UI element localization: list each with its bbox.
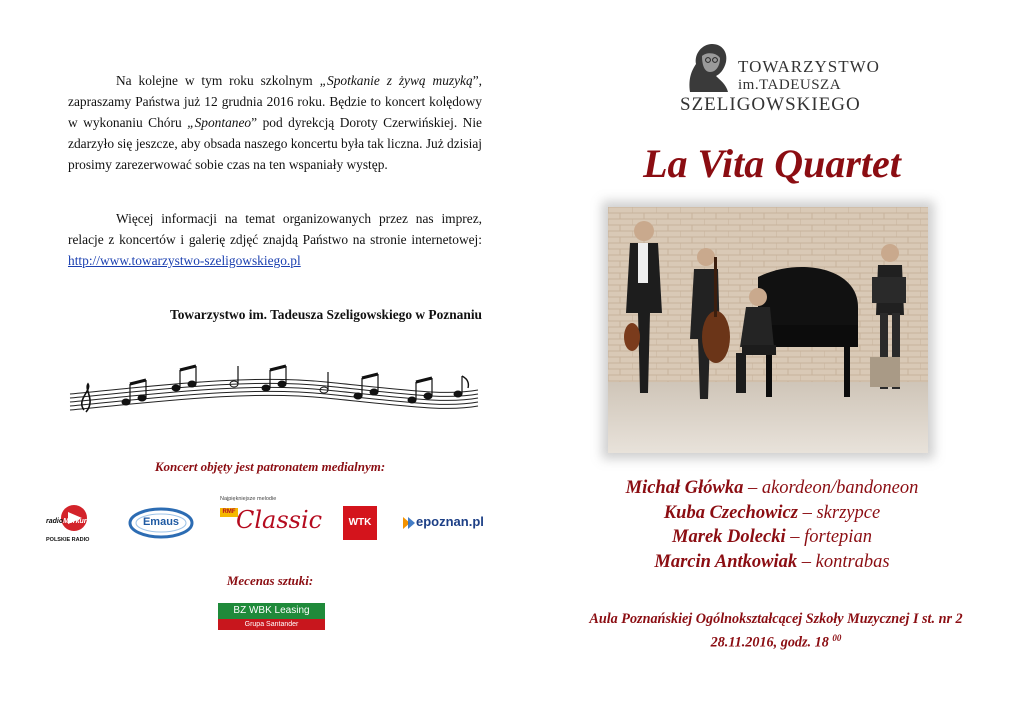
p1-text-start: Na kolejne w tym roku szkolnym [116,73,320,88]
epoznan-logo [402,514,492,534]
radio-top-text: radio [46,518,64,525]
info-paragraph [68,208,482,271]
epoznan-mark-icon [402,515,416,531]
right-page [512,0,1024,725]
bzwbk-sub-text: Grupa Santander [218,619,325,630]
member-name: Kuba Czechowicz [663,502,798,523]
logo-line-3: SZELIGOWSKIEGO [680,94,861,115]
rmf-badge: RMF [220,508,238,517]
venue-date-text: 28.11.2016, godz. 18 [710,634,829,651]
mecenas-label: Mecenas sztuki: [226,573,314,588]
member-role: skrzypce [816,502,881,523]
p1-text-middle: ”, zapraszamy Państwa już 12 grudnia 2016 roku. Będzie to koncert kolędowy w wykonaniu Chóru [68,73,482,130]
concert-title: La Vita Quartet [643,141,901,186]
members-list [572,476,972,574]
member-row [572,476,972,501]
p2-text: Więcej informacji na temat organizowanych przez nas imprez, relacje z koncertów i galerię zdjęć znajdą Państwo na stronie internetowej: [68,211,482,247]
classic-small-text: Najpiękniejsze melodie [220,496,277,502]
member-row [572,501,972,526]
radio-merkury-logo [40,502,102,546]
member-separator: – [797,502,817,523]
music-staff-illustration [66,360,482,420]
bzwbk-leasing-logo [218,603,325,631]
p1-quote-spontaneo: „Spontaneo [187,115,252,130]
website-link[interactable]: http://www.towarzystwo-szeligowskiego.pl [68,253,301,268]
p1-quote-spotkanie: „Spotkanie z żywą muzyką [319,73,473,88]
member-row [572,525,972,550]
member-role: fortepian [804,527,872,547]
emaus-text: Emaus [142,516,180,528]
member-name: Marcin Antkowiak [654,551,798,572]
venue-info [536,610,1016,653]
quartet-photo-illustration [608,207,928,453]
logo-line-1: TOWARZYSTWO [738,57,880,76]
epoznan-text: epoznan.pl [416,514,484,529]
member-name: Michał Główka [625,478,744,498]
quartet-photo [608,207,928,453]
member-separator: – [785,527,805,547]
logo-line-2: im.TADEUSZA [738,77,842,93]
radio-main-text: Merkury [63,518,91,525]
member-role: akordeon/bandoneon [761,478,919,498]
venue-name: Aula Poznańskiej Ogólnokształcącej Szkoły Muzycznej I st. nr 2 [589,611,963,627]
invitation-paragraph [68,70,482,175]
bzwbk-main-text: BZ WBK Leasing [218,603,325,619]
rmf-classic-logo [218,496,323,540]
venue-time-minutes: 00 [832,633,842,643]
radio-sub-text: POLSKIE RADIO [46,537,90,543]
emaus-logo [128,506,194,540]
member-separator: – [797,551,816,572]
composer-portrait-icon [680,40,736,96]
society-logo [680,40,880,115]
media-patronage-label: Koncert objęty jest patronatem medialnym: [154,459,386,474]
member-role: kontrabas [815,551,890,572]
classic-text: Classic [236,506,323,534]
wtk-logo: WTK [343,506,377,540]
member-name: Marek Dolecki [672,527,786,547]
member-separator: – [743,478,762,498]
p1-text-end: ” pod dyrekcją Doroty Czerwińskiej. Nie zdarzyło się jeszcze, aby obsada naszego koncertu była tak liczna. Już dzisiaj prosimy zarezerwować sobie czas na ten wspaniały występ. [68,115,482,172]
society-logo-text [680,57,880,115]
venue-date [536,629,1016,653]
society-name: Towarzystwo im. Tadeusza Szeligowskiego w Poznaniu [170,307,482,322]
member-row [572,550,972,575]
